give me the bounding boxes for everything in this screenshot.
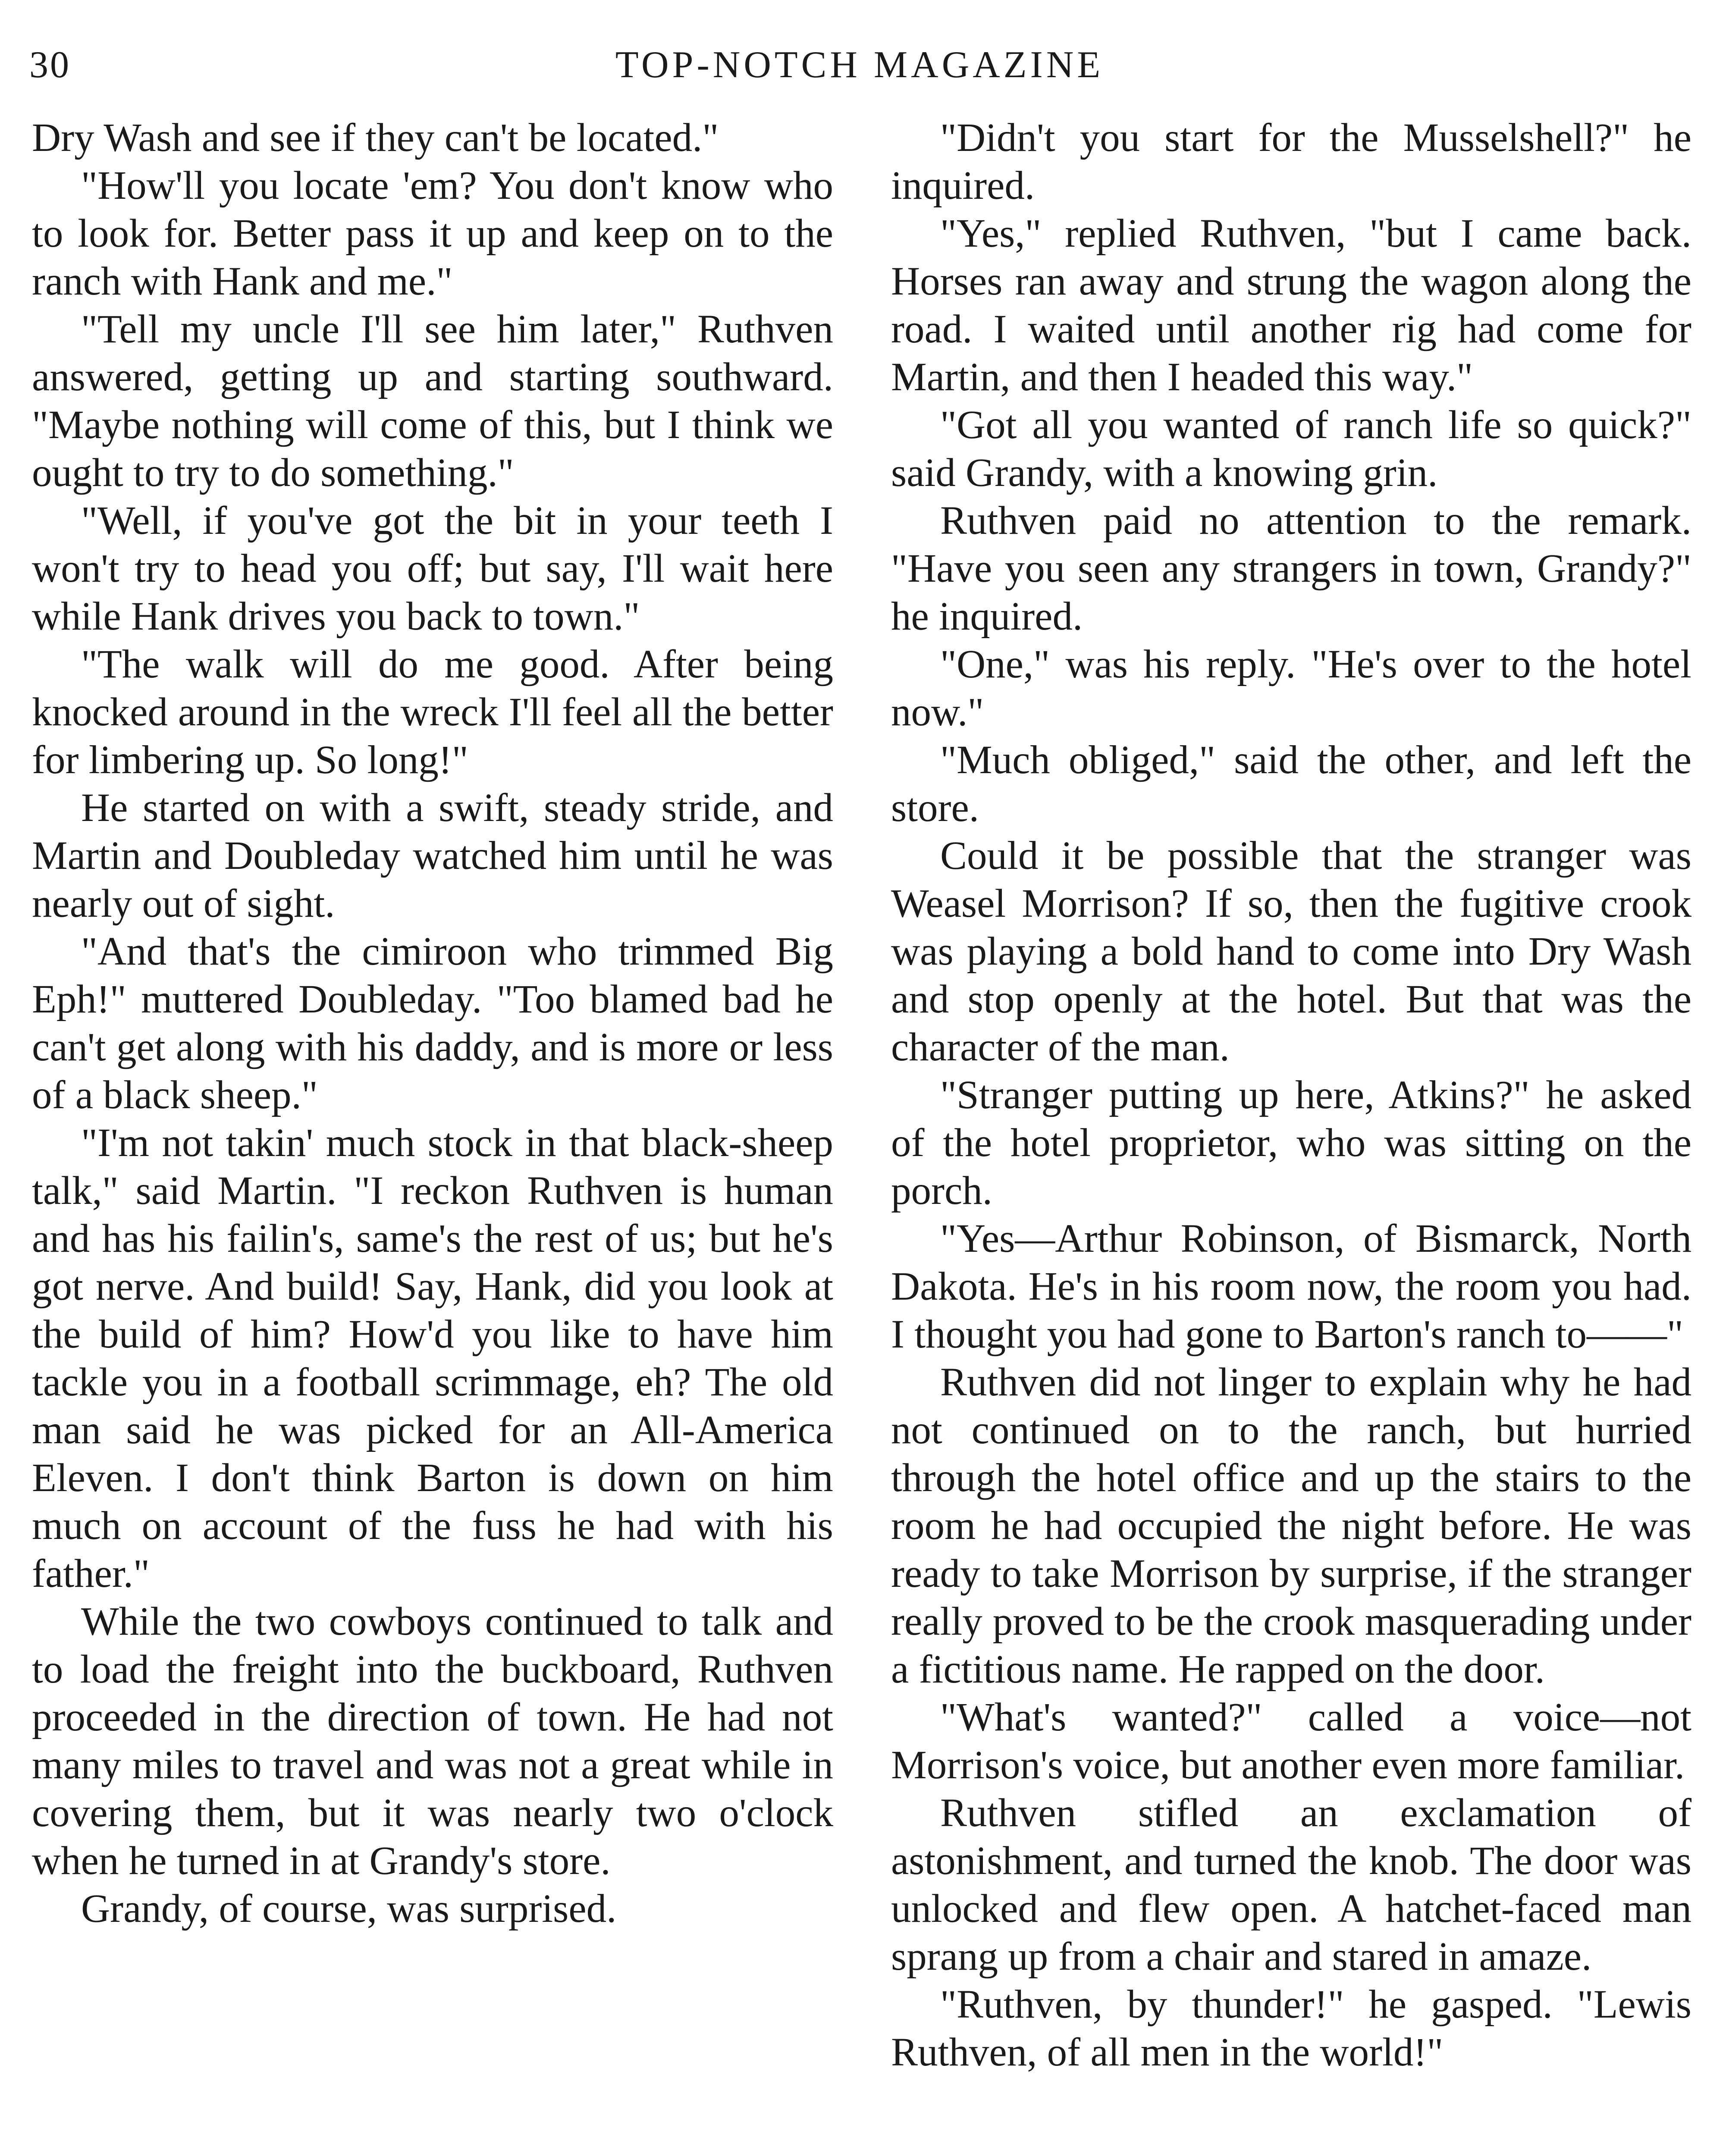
paragraph: "How'll you locate 'em? You don't know who to look for. Better pass it up and keep on to the ranch with Hank and me."	[32, 163, 833, 304]
paragraph: Ruthven paid no attention to the remark. "Have you seen any strangers in town, Grandy?" he inquired.	[891, 498, 1691, 639]
page-number: 30	[29, 44, 71, 86]
paragraph: Grandy, of course, was surprised.	[81, 1887, 617, 1931]
paragraph: He started on with a swift, steady stride, and Martin and Doubleday watched him until he was nearly out of sight.	[32, 786, 833, 926]
magazine-title: TOP-NOTCH MAGAZINE	[615, 44, 1104, 86]
left-column	[32, 114, 833, 1933]
paragraph: While the two cowboys continued to talk and to load the freight into the buckboard, Ruthven proceeded in the direction of town. He had not many miles to travel and was not a great while in covering them, but it was nearly two o'clock when he turned in at Grandy's store.	[32, 1599, 833, 1883]
paragraph: "Ruthven, by thunder!" he gasped. "Lewis Ruthven, of all men in the world!"	[891, 1982, 1691, 2075]
paragraph: "Tell my uncle I'll see him later," Ruthven answered, getting up and starting southward. "Maybe nothing will come of this, but I think we ought to try to do something."	[32, 307, 833, 495]
paragraph: "Got all you wanted of ranch life so quick?" said Grandy, with a knowing grin.	[891, 403, 1691, 495]
paragraph: "Yes," replied Ruthven, "but I came back. Horses ran away and strung the wagon along the road. I waited until another rig had come for Martin, and then I headed this way."	[891, 211, 1691, 399]
paragraph: "Well, if you've got the bit in your teeth I won't try to head you off; but say, I'll wait here while Hank drives you back to town."	[32, 498, 833, 639]
paragraph: Dry Wash and see if they can't be located."	[32, 116, 719, 160]
paragraph: "What's wanted?" called a voice—not Morrison's voice, but another even more familiar.	[891, 1695, 1691, 1787]
paragraph: "One," was his reply. "He's over to the hotel now."	[891, 642, 1691, 734]
paragraph: "Much obliged," said the other, and left the store.	[891, 738, 1691, 830]
paragraph: "Stranger putting up here, Atkins?" he asked of the hotel proprietor, who was sitting on the porch.	[891, 1073, 1691, 1213]
paragraph: Could it be possible that the stranger was Weasel Morrison? If so, then the fugitive crook was playing a bold hand to come into Dry Wash and stop openly at the hotel. But that was the character of the man.	[891, 834, 1691, 1069]
paragraph: "Didn't you start for the Musselshell?" he inquired.	[891, 116, 1691, 208]
paragraph: Ruthven stifled an exclamation of astonishment, and turned the knob. The door was unlocked and flew open. A hatchet-faced man sprang up from a chair and stared in amaze.	[891, 1791, 1691, 1979]
page-header	[29, 43, 1690, 95]
right-column	[891, 114, 1691, 2076]
paragraph: "And that's the cimiroon who trimmed Big Eph!" muttered Doubleday. "Too blamed bad he can't get along with his daddy, and is more or less of a black sheep."	[32, 929, 833, 1117]
paragraph: "The walk will do me good. After being knocked around in the wreck I'll feel all the better for limbering up. So long!"	[32, 642, 833, 782]
paragraph: "Yes—Arthur Robinson, of Bismarck, North Dakota. He's in his room now, the room you had. I thought you had gone to Barton's ranch to——"	[891, 1216, 1691, 1357]
paragraph: Ruthven did not linger to explain why he had not continued on to the ranch, but hurried through the hotel office and up the stairs to the room he had occupied the night before. He was ready to take Morrison by surprise, if the stranger really proved to be the crook masquerading under a fictitious name. He rapped on the door.	[891, 1360, 1691, 1692]
paragraph: "I'm not takin' much stock in that black-sheep talk," said Martin. "I reckon Ruthven is human and has his failin's, same's the rest of us; but he's got nerve. And build! Say, Hank, did you look at the build of him? How'd you like to have him tackle you in a football scrimmage, eh? The old man said he was picked for an All-America Eleven. I don't think Barton is down on him much on account of the fuss he had with his father."	[32, 1121, 833, 1596]
